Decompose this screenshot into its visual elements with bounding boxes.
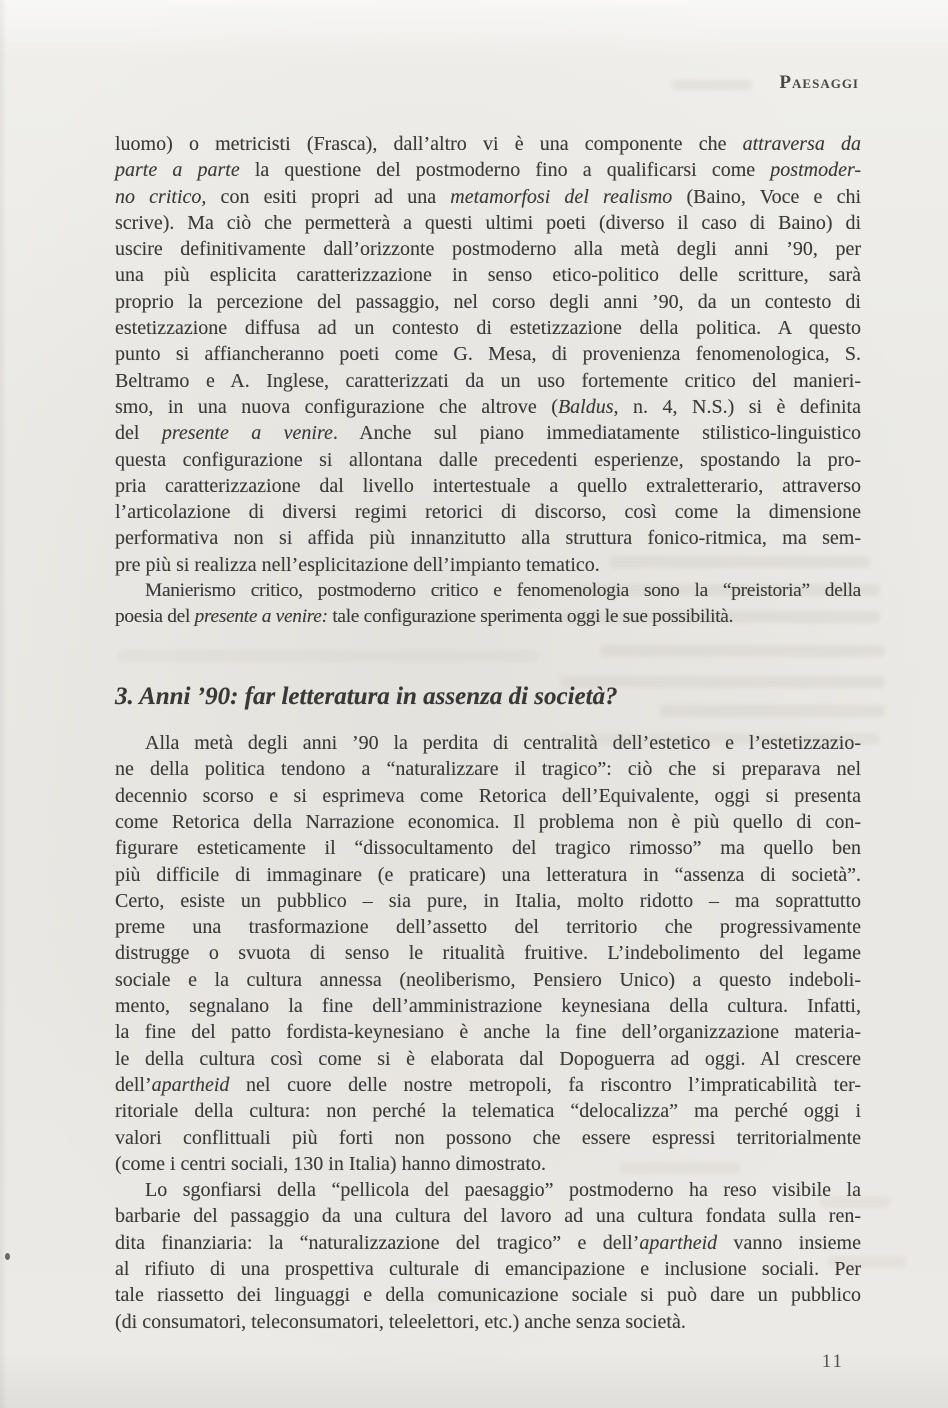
text-line: no critico, con esiti propri ad una metamorfosi del realismo (Baino, Voce e chi: [115, 185, 861, 208]
text-line: dell’apartheid nel cuore delle nostre metropoli, fa riscontro l’impraticabilità ter-: [115, 1073, 861, 1096]
text-line: la fine del patto fordista-keynesiano è anche la fine dell’organizzazione materia-: [115, 1021, 861, 1044]
section-heading: 3. Anni ’90: far letteratura in assenza di società?: [115, 683, 618, 711]
text-line: valori conflittuali più forti non possono che essere espressi territorialmente: [115, 1126, 861, 1149]
text-line: del presente a venire. Anche sul piano immediatamente stilistico-linguistico: [115, 422, 861, 445]
text-line: preme una trasformazione dell’assetto del territorio che progressivamente: [115, 916, 861, 939]
text-line: Alla metà degli anni ’90 la perdita di centralità dell’estetico e l’estetizzazio-: [145, 732, 861, 755]
paragraph: [115, 578, 861, 630]
text-line: performativa non si affida più innanzitutto alla struttura fonico-ritmica, ma sem-: [115, 527, 861, 550]
text-line: poesia del presente a venire: tale configurazione sperimenta oggi le sue possibilità.: [115, 606, 734, 628]
text-line: pre più si realizza nell’esplicitazione dell’impianto tematico.: [115, 553, 600, 576]
text-line: al rifiuto di una prospettiva culturale di emancipazione e inclusione sociali. Per: [115, 1257, 861, 1280]
text-line: uscire definitivamente dall’orizzonte postmoderno alla metà degli anni ’90, per: [115, 238, 861, 261]
text-line: ne della politica tendono a “naturalizzare il tragico”: ciò che si preparava nel: [115, 758, 861, 781]
paragraph: [115, 1177, 861, 1335]
text-line: Lo sgonfiarsi della “pellicola del paesaggio” postmoderno ha reso visibile la: [145, 1179, 861, 1202]
text-block: [115, 131, 861, 1335]
text-line: come Retorica della Narrazione economica. Il problema non è più quello di con-: [115, 810, 861, 833]
text-line: tale riassetto dei linguaggi e della comunicazione sociale si può dare un pubblico: [115, 1284, 861, 1307]
text-line: (come i centri sociali, 130 in Italia) hanno dimostrato.: [115, 1152, 546, 1175]
text-line: distrugge o svuota di senso le ritualità fruitive. L’indebolimento del legame: [115, 942, 861, 965]
page-number: 11: [821, 1351, 844, 1372]
text-line: parte a parte la questione del postmoderno fino a qualificarsi come postmoder-: [115, 159, 861, 182]
text-line: le della cultura così come si è elaborata dal Dopoguerra ad oggi. Al crescere: [115, 1047, 861, 1070]
bleedthrough-artifact: [672, 80, 752, 90]
text-line: mento, segnalano la fine dell’amministrazione keynesiana della cultura. Infatti,: [115, 995, 861, 1018]
text-line: decennio scorso e si esprimeva come Retorica dell’Equivalente, oggi si presenta: [115, 784, 861, 807]
text-line: luomo) o metricisti (Frasca), dall’altro vi è una componente che attraversa da: [115, 133, 862, 155]
text-line: Manierismo critico, postmoderno critico e fenomenologia sono la “preistoria” della: [145, 580, 861, 602]
text-line: più difficile di immaginare (e praticare) una letteratura in “assenza di società”.: [115, 863, 861, 886]
paragraph: [115, 730, 861, 1177]
text-line: proprio la percezione del passaggio, nel corso degli anni ’90, da un contesto di: [115, 290, 861, 313]
text-line: una più esplicita caratterizzazione in senso etico-politico delle scritture, sarà: [115, 264, 861, 287]
text-line: Certo, esiste un pubblico – sia pure, in Italia, molto ridotto – ma soprattutto: [115, 889, 861, 912]
text-line: estetizzazione diffusa ad un contesto di estetizzazione della politica. A questo: [115, 317, 861, 340]
text-line: barbarie del passaggio da una cultura del lavoro ad una cultura fondata sulla ren-: [115, 1205, 861, 1228]
text-line: Beltramo e A. Inglese, caratterizzati da un uso fortemente critico del manieri-: [115, 369, 861, 392]
text-line: sociale e la cultura annessa (neoliberismo, Pensiero Unico) a questo indeboli-: [115, 968, 861, 991]
running-header: Paesaggi: [779, 72, 859, 93]
text-line: figurare esteticamente il “dissocultamento del tragico rimosso” ma quello ben: [115, 837, 861, 860]
paragraph: [115, 131, 861, 578]
text-line: smo, in una nuova configurazione che altrove (Baldus, n. 4, N.S.) si è definita: [115, 395, 861, 418]
text-line: (di consumatori, teleconsumatori, teleelettori, etc.) anche senza società.: [115, 1310, 686, 1333]
text-line: l’articolazione di diversi regimi retorici di discorso, così come la dimensione: [115, 501, 861, 524]
ink-speck: [5, 1253, 10, 1260]
text-line: questa configurazione si allontana dalle precedenti esperienze, spostando la pro-: [115, 448, 861, 471]
text-line: pria caratterizzazione dal livello intertestuale a quello extraletterario, attraverso: [115, 474, 861, 497]
text-line: punto si affiancheranno poeti come G. Mesa, di provenienza fenomenologica, S.: [115, 343, 861, 366]
text-line: ritoriale della cultura: non perché la telematica “delocalizza” ma perché oggi i: [115, 1100, 861, 1123]
text-line: dita finanziaria: la “naturalizzazione del tragico” e dell’apartheid vanno insieme: [115, 1231, 861, 1254]
text-line: scrive). Ma ciò che permetterà a questi ultimi poeti (diverso il caso di Baino) di: [115, 211, 861, 234]
